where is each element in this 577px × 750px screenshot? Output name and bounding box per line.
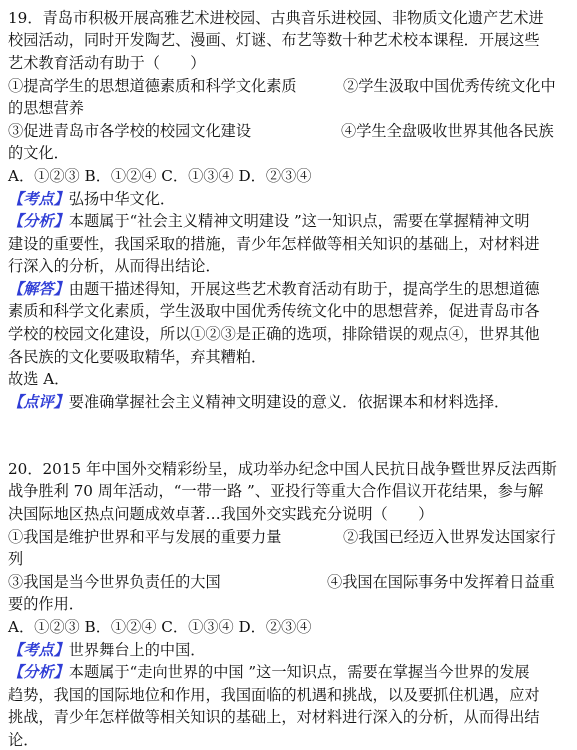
q20-fenxi-line-4: 论． <box>8 731 39 749</box>
kaodian-text: 弘扬中华文化． <box>68 190 176 208</box>
q19-answer: 故选 A． <box>8 370 70 388</box>
q19-stem-line-3: 艺术教育活动有助于（ ） <box>8 54 206 72</box>
q20-option-2-cont: 列 <box>8 550 24 568</box>
q19-jieda-line-1 <box>8 279 540 299</box>
q19-option-2-cont: 的思想营养 <box>8 99 84 117</box>
q20-option-3: ③我国是当今世界负责任的大国 <box>8 573 221 591</box>
q19-fenxi-line-3: 行深入的分析，从而得出结论． <box>8 257 221 275</box>
q20-kaodian <box>8 640 205 660</box>
dianping-text: 要准确掌握社会主义精神文明建设的意义．依据课本和材料选择． <box>68 393 510 411</box>
q20-stem-line-2: 战争胜利 70 周年活动，“一带一路 ”、亚投行等重大合作倡议开花结果，参与解 <box>8 482 544 500</box>
q20-stem-line-1: 20．2015 年中国外交精彩纷呈，成功举办纪念中国人民抗日战争暨世界反法西斯 <box>8 460 557 478</box>
q20-option-4-cont: 要的作用． <box>8 595 84 613</box>
q19-jieda-line-2: 素质和科学文化素质，学生汲取中国优秀传统文化中的思想营养，促进青岛市各 <box>8 302 540 320</box>
q20-option-2: ②我国已经迈入世界发达国家行 <box>343 528 556 546</box>
q19-stem-line-1: 19．青岛市积极开展高雅艺术进校园、古典音乐进校园、非物质文化遗产艺术进 <box>8 9 544 27</box>
q19-choices: A．①②③ B．①②④ C．①③④ D．②③④ <box>8 167 312 185</box>
q20-fenxi-line-1 <box>8 662 530 682</box>
q20-fenxi-line-2: 趋势，我国的国际地位和作用，我国面临的机遇和挑战，以及要抓住机遇，应对 <box>8 686 540 704</box>
jieda-tag: 【解答】 <box>8 280 69 298</box>
q19-dianping <box>8 392 509 412</box>
q19-option-2: ②学生汲取中国优秀传统文化中 <box>343 77 556 95</box>
fenxi-tag: 【分析】 <box>8 212 69 230</box>
q20-choices: A．①②③ B．①②④ C．①③④ D．②③④ <box>8 618 312 636</box>
q20-fenxi-line-3: 挑战，青少年怎样做等相关知识的基础上，对材料进行深入的分析，从而得出结 <box>8 708 540 726</box>
q19-stem-line-2: 校园活动，同时开发陶艺、漫画、灯谜、布艺等数十种艺术校本课程．开展这些 <box>8 31 540 49</box>
q20-option-4: ④我国在国际事务中发挥着日益重 <box>327 573 555 591</box>
q19-option-4-cont: 的文化． <box>8 144 69 162</box>
kaodian-tag: 【考点】 <box>8 641 69 659</box>
kaodian-tag: 【考点】 <box>8 190 69 208</box>
fenxi-tag: 【分析】 <box>8 663 69 681</box>
q19-fenxi-line-2: 建设的重要性，我国采取的措施，青少年怎样做等相关知识的基础上，对材料进 <box>8 235 540 253</box>
q19-option-1: ①提高学生的思想道德素质和科学文化素质 <box>8 77 297 95</box>
q19-jieda-line-4: 各民族的文化要吸取精华，弃其糟粕． <box>8 348 267 366</box>
q20-stem-line-3: 决国际地区热点问题成效卓著…我国外交实践充分说明（ ） <box>8 505 434 523</box>
dianping-tag: 【点评】 <box>8 393 69 411</box>
q19-kaodian <box>8 189 175 209</box>
q19-fenxi-line-1 <box>8 211 530 231</box>
q19-option-4: ④学生全盘吸收世界其他各民族 <box>341 122 554 140</box>
fenxi-text: 本题属于“走向世界的中国 ”这一知识点，需要在掌握当今世界的发展 <box>68 663 530 681</box>
q19-jieda-line-3: 学校的校园文化建设，所以①②③是正确的选项，排除错误的观点④，世界其他 <box>8 325 540 343</box>
jieda-text: 由题干描述得知，开展这些艺术教育活动有助于，提高学生的思想道德 <box>68 280 540 298</box>
kaodian-text: 世界舞台上的中国． <box>68 641 206 659</box>
q20-option-1: ①我国是维护世界和平与发展的重要力量 <box>8 528 282 546</box>
fenxi-text: 本题属于“社会主义精神文明建设 ”这一知识点，需要在掌握精神文明 <box>68 212 530 230</box>
q19-option-3: ③促进青岛市各学校的校园文化建设 <box>8 122 251 140</box>
